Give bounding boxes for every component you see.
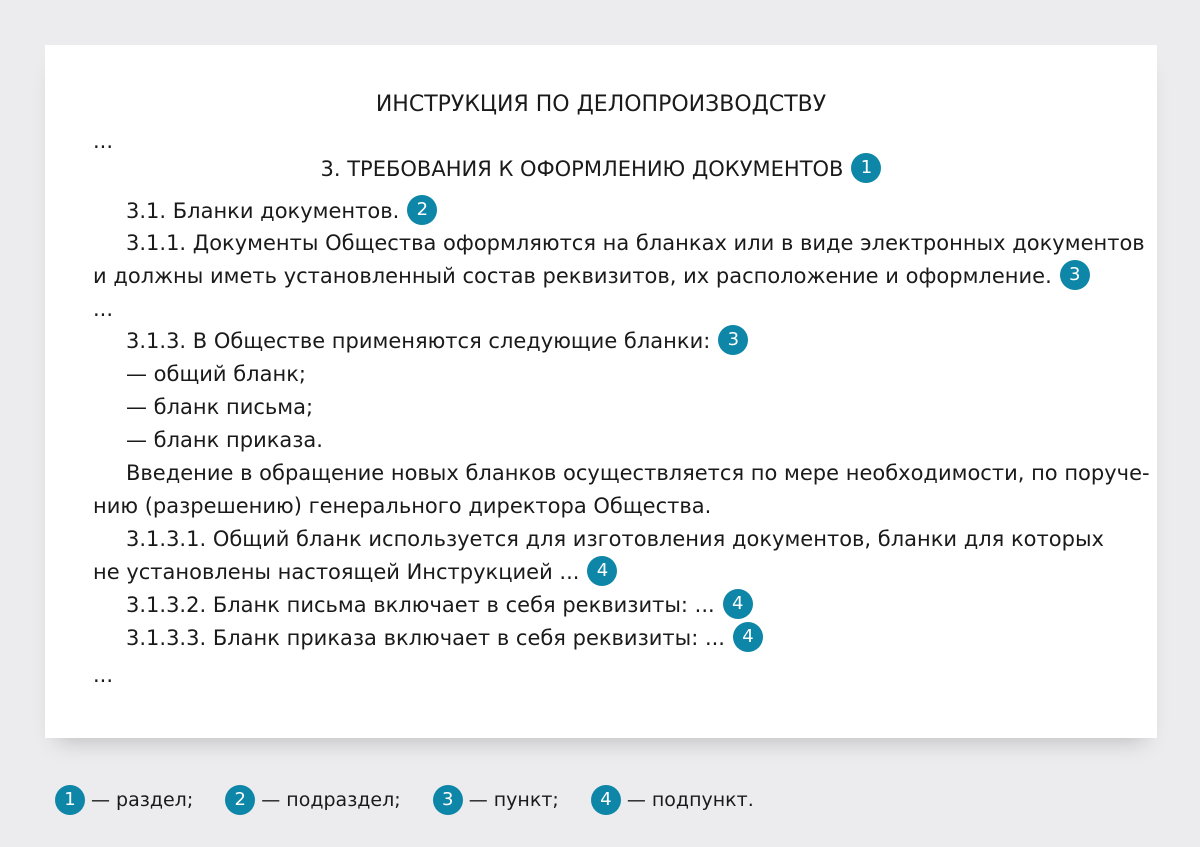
- legend-label: — подпункт.: [626, 789, 754, 811]
- list-item: — бланк письма;: [126, 395, 314, 419]
- legend-label: — раздел;: [91, 789, 194, 811]
- subsection-line: [126, 195, 1109, 227]
- intro-line1: Введение в обращение новых бланков осуществляется по мере необходимости, по поруче-: [126, 461, 1150, 485]
- legend-badge: 2: [225, 785, 255, 815]
- point-313-line: [126, 325, 1109, 357]
- point-313-text: 3.1.3. В Обществе применяются следующие бланки:: [126, 329, 711, 353]
- point-311-line2: [93, 260, 1109, 292]
- section-heading-line: [45, 153, 1157, 185]
- subpoint-3131-line2-text: не установлены настоящей Инструкцией ...: [93, 560, 580, 584]
- subpoint-3131-line2: [93, 556, 1109, 588]
- legend-badge: 3: [433, 785, 463, 815]
- ellipsis-line: ...: [93, 129, 114, 153]
- list-item: — общий бланк;: [126, 362, 306, 386]
- legend-item: [225, 784, 400, 816]
- list-item: — бланк приказа.: [126, 428, 323, 452]
- subsection-badge: 2: [407, 195, 437, 225]
- point-311-line2-text: и должны иметь установленный состав реквизитов, их расположение и оформление.: [93, 264, 1052, 288]
- section-badge: 1: [851, 153, 881, 183]
- subpoint-3132-text: 3.1.3.2. Бланк письма включает в себя реквизиты: ...: [126, 593, 715, 617]
- subpoint-3132-badge: 4: [723, 589, 753, 619]
- subpoint-3133-line: [126, 622, 1109, 654]
- intro-line2: нию (разрешению) генерального директора Общества.: [93, 494, 712, 518]
- subsection-heading: 3.1. Бланки документов.: [126, 199, 400, 223]
- subpoint-3132-line: [126, 589, 1109, 621]
- section-heading: 3. ТРЕБОВАНИЯ К ОФОРМЛЕНИЮ ДОКУМЕНТОВ: [320, 157, 844, 181]
- legend-badge: 4: [591, 785, 621, 815]
- document-sheet: [45, 45, 1157, 738]
- subpoint-3133-text: 3.1.3.3. Бланк приказа включает в себя реквизиты: ...: [126, 626, 725, 650]
- subpoint-3131-badge: 4: [587, 556, 617, 586]
- legend: [55, 784, 780, 816]
- point-313-badge: 3: [718, 325, 748, 355]
- point-311-line1: 3.1.1. Документы Общества оформляются на бланках или в виде электронных документов: [126, 231, 1145, 255]
- document-title: ИНСТРУКЦИЯ ПО ДЕЛОПРОИЗВОДСТВУ: [375, 92, 827, 117]
- ellipsis-line: ...: [93, 663, 114, 687]
- legend-item: [433, 784, 559, 816]
- legend-badge: 1: [55, 785, 85, 815]
- point-311-badge: 3: [1060, 260, 1090, 290]
- subpoint-3133-badge: 4: [733, 622, 763, 652]
- subpoint-3131-line1: 3.1.3.1. Общий бланк используется для изготовления документов, бланки для которых: [126, 527, 1104, 551]
- legend-item: [591, 784, 754, 816]
- ellipsis-line: ...: [93, 297, 114, 321]
- legend-label: — подраздел;: [261, 789, 401, 811]
- legend-label: — пункт;: [468, 789, 559, 811]
- legend-item: [55, 784, 193, 816]
